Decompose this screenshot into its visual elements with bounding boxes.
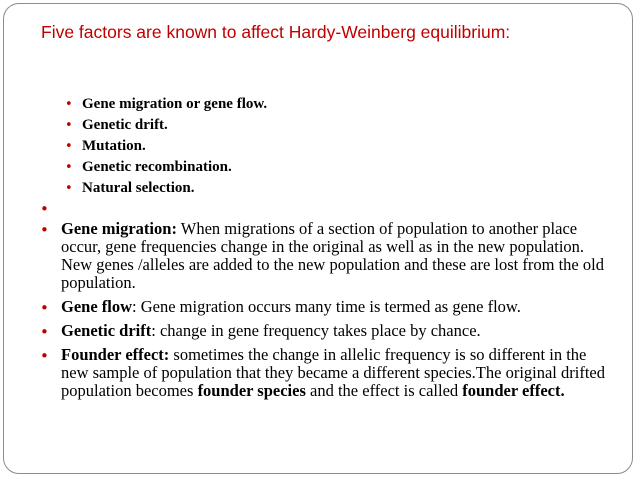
detail-term: Gene flow: [61, 297, 133, 316]
detail-item-founder-effect: [40, 346, 610, 400]
detail-item-gene-flow: [40, 298, 610, 316]
bullet-icon: •: [65, 139, 73, 154]
factor-text: Genetic drift.: [82, 117, 168, 133]
factor-text: Gene migration or gene flow.: [82, 96, 268, 112]
detail-text: When migrations of a section of population to another place occur, gene frequencies change in the original as well as in the new population. New genes /alleles are added to the new population and these are lost from the old population.: [61, 219, 604, 292]
slide-title: Five factors are known to affect Hardy-Weinberg equilibrium:: [41, 22, 511, 42]
factor-item: [65, 115, 267, 136]
factor-text: Mutation.: [82, 138, 146, 154]
detail-item-gene-migration: [40, 220, 610, 292]
bullet-icon: •: [40, 323, 49, 341]
slide: [3, 3, 633, 474]
detail-term: Founder effect:: [61, 345, 170, 364]
bullet-icon: •: [65, 118, 73, 133]
detail-text: : change in gene frequency takes place by chance.: [151, 321, 481, 340]
detail-list: [40, 199, 610, 406]
detail-term: Genetic drift: [61, 321, 152, 340]
factor-text: Natural selection.: [82, 180, 195, 196]
detail-text: and the effect is called: [305, 381, 463, 400]
empty-bullet-item: [40, 199, 610, 217]
bullet-icon: •: [40, 221, 49, 239]
detail-term: Gene migration:: [61, 219, 177, 238]
bullet-icon: •: [65, 160, 73, 175]
detail-text: : Gene migration occurs many time is termed as gene flow.: [132, 297, 521, 316]
bullet-icon: •: [65, 97, 73, 112]
factor-item: [65, 178, 267, 199]
factor-item: [65, 157, 267, 178]
detail-term: founder species: [197, 381, 306, 400]
detail-text: sometimes the change in allelic frequency is so different in the new sample of population that they became a different species.The original drifted population becomes: [61, 345, 606, 400]
bullet-icon: •: [40, 200, 49, 218]
factor-list: [65, 94, 267, 199]
factor-item: [65, 94, 267, 115]
bullet-icon: •: [40, 347, 49, 365]
detail-term: founder effect.: [462, 381, 565, 400]
bullet-icon: •: [40, 299, 49, 317]
factor-item: [65, 136, 267, 157]
factor-text: Genetic recombination.: [82, 159, 232, 175]
bullet-icon: •: [65, 181, 73, 196]
detail-item-genetic-drift: [40, 322, 610, 340]
